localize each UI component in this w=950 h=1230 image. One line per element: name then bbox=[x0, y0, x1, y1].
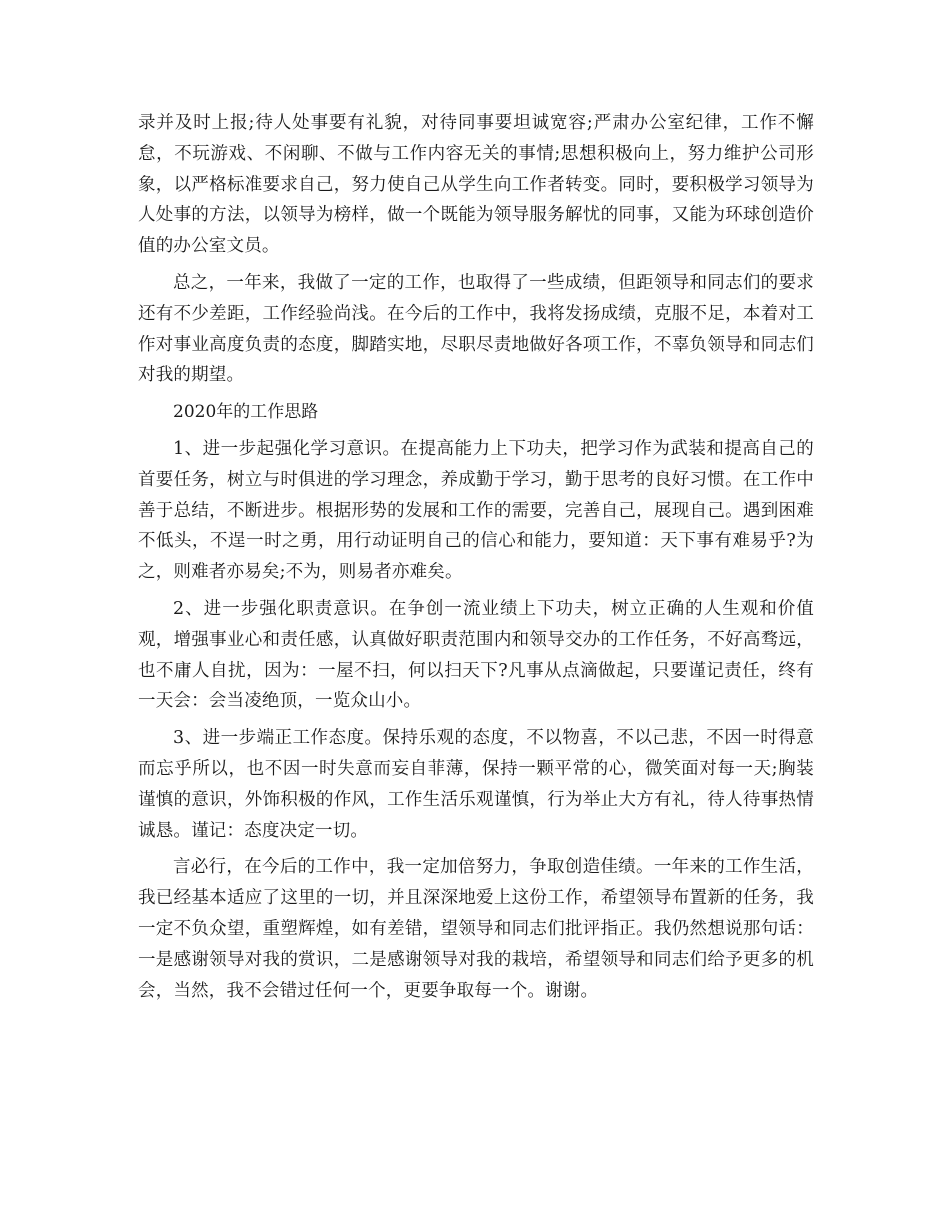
paragraph-point-3: 3、进一步端正工作态度。保持乐观的态度，不以物喜，不以己悲，不因一时得意而忘乎所以，也不因一时失意而妄自菲薄，保持一颗平常的心，微笑面对每一天;胸装谨慎的意识，外饰积极的作风，工作生活乐观谨慎，行为举止大方有礼，待人待事热情诚恳。谨记：态度决定一切。 bbox=[138, 728, 814, 841]
paragraph-point-2: 2、进一步强化职责意识。在争创一流业绩上下功夫，树立正确的人生观和价值观，增强事业心和责任感，认真做好职责范围内和领导交办的工作任务，不好高骛远，也不庸人自扰，因为：一屋不扫，何以扫天下?凡事从点滴做起，只要谨记责任，终有一天会：会当凌绝顶，一览众山小。 bbox=[138, 598, 814, 712]
section-heading: 2020年的工作思路 bbox=[173, 402, 319, 423]
document-page bbox=[138, 108, 814, 1012]
paragraph-closing: 言必行，在今后的工作中，我一定加倍努力，争取创造佳绩。一年来的工作生活，我已经基本适应了这里的一切，并且深深地爱上这份工作，希望领导布置新的任务，我一定不负众望，重塑辉煌，如有差错，望领导和同志们批评指正。我仍然想说那句话：一是感谢领导对我的赏识，二是感谢领导对我的栽培，希望领导和同志们给予更多的机会，当然，我不会错过任何一个，更要争取每一个。谢谢。 bbox=[138, 857, 814, 1001]
paragraph-continued: 录并及时上报;待人处事要有礼貌，对待同事要坦诚宽容;严肃办公室纪律，工作不懈怠，不玩游戏、不闲聊、不做与工作内容无关的事情;思想积极向上，努力维护公司形象，以严格标准要求自己，努力使自己从学生向工作者转变。同时，要积极学习领导为人处事的方法，以领导为榜样，做一个既能为领导服务解忧的同事，又能为环球创造价值的办公室文员。 bbox=[138, 113, 814, 257]
paragraph-point-1: 1、进一步起强化学习意识。在提高能力上下功夫，把学习作为武装和提高自己的首要任务，树立与时俱进的学习理念，养成勤于学习，勤于思考的良好习惯。在工作中善于总结，不断进步。根据形势的发展和工作的需要，完善自己，展现自己。遇到困难不低头，不逞一时之勇，用行动证明自己的信心和能力，要知道：天下事有难易乎?为之，则难者亦易矣;不为，则易者亦难矣。 bbox=[138, 438, 814, 583]
paragraph-summary: 总之，一年来，我做了一定的工作，也取得了一些成绩，但距领导和同志们的要求还有不少差距，工作经验尚浅。在今后的工作中，我将发扬成绩，克服不足，本着对工作对事业高度负责的态度，脚踏实地，尽职尽责地做好各项工作，不辜负领导和同志们对我的期望。 bbox=[138, 272, 814, 386]
